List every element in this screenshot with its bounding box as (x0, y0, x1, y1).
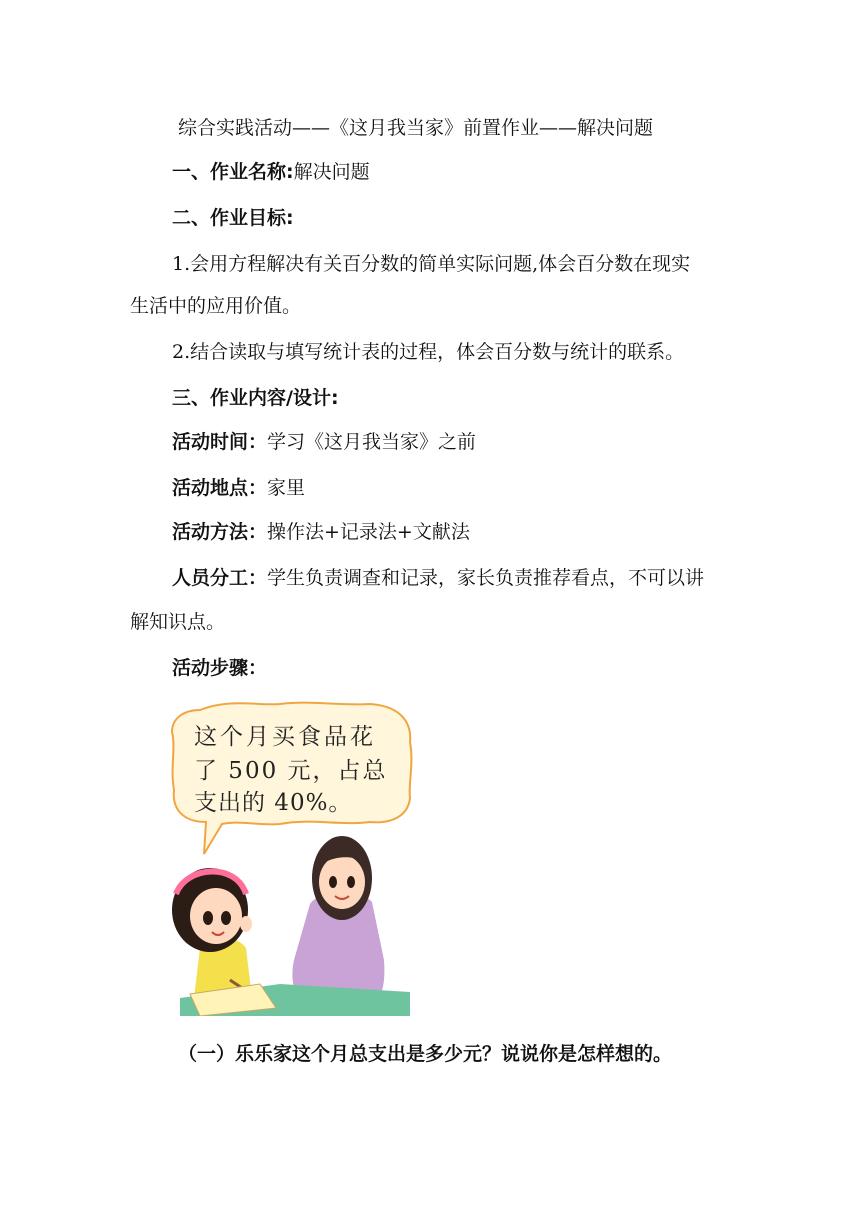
activity-place (172, 476, 305, 500)
section-goals-label: 二、作业目标: (172, 207, 294, 229)
page-title: 综合实践活动——《这月我当家》前置作业——解决问题 (178, 117, 654, 139)
activity-staff-line-2: 解知识点。 (130, 611, 226, 633)
section-name-value: 解决问题 (293, 161, 370, 183)
activity-time-value: 学习《这月我当家》之前 (267, 431, 477, 453)
goal-1-line-1: 1.会用方程解决有关百分数的简单实际问题,体会百分数在现实 (172, 253, 691, 275)
speech-bubble-line-1: 这个月买食品花 (194, 724, 376, 750)
activity-time (172, 430, 476, 454)
girl-figure (172, 868, 252, 998)
activity-method-value: 操作法+记录法+文献法 (267, 521, 470, 543)
speech-bubble-line-2: 了 500 元，占总 (194, 758, 388, 784)
activity-staff-value: 学生负责调查和记录，家长负责推荐看点，不可以讲 (267, 567, 705, 589)
speech-bubble-line-3: 支出的 40%。 (194, 790, 353, 816)
activity-staff (172, 566, 704, 590)
section-name-label: 一、作业名称: (172, 161, 294, 183)
activity-method-label: 活动方法： (172, 521, 268, 543)
section-name (172, 160, 370, 184)
illustration-drawing (160, 698, 420, 1016)
goal-2: 2.结合读取与填写统计表的过程，体会百分数与统计的联系。 (172, 341, 685, 363)
section-content-label: 三、作业内容/设计: (172, 387, 339, 409)
goal-1-line-2: 生活中的应用价值。 (130, 295, 302, 317)
activity-place-label: 活动地点： (172, 477, 268, 499)
activity-staff-label: 人员分工： (172, 567, 268, 589)
activity-method (172, 520, 470, 544)
illustration (160, 698, 420, 1016)
activity-place-value: 家里 (267, 477, 306, 499)
activity-steps-label: 活动步骤： (172, 657, 268, 679)
mother-figure (292, 836, 384, 998)
activity-time-label: 活动时间： (172, 431, 268, 453)
question-1: （一）乐乐家这个月总支出是多少元？说说你是怎样想的。 (178, 1043, 673, 1065)
